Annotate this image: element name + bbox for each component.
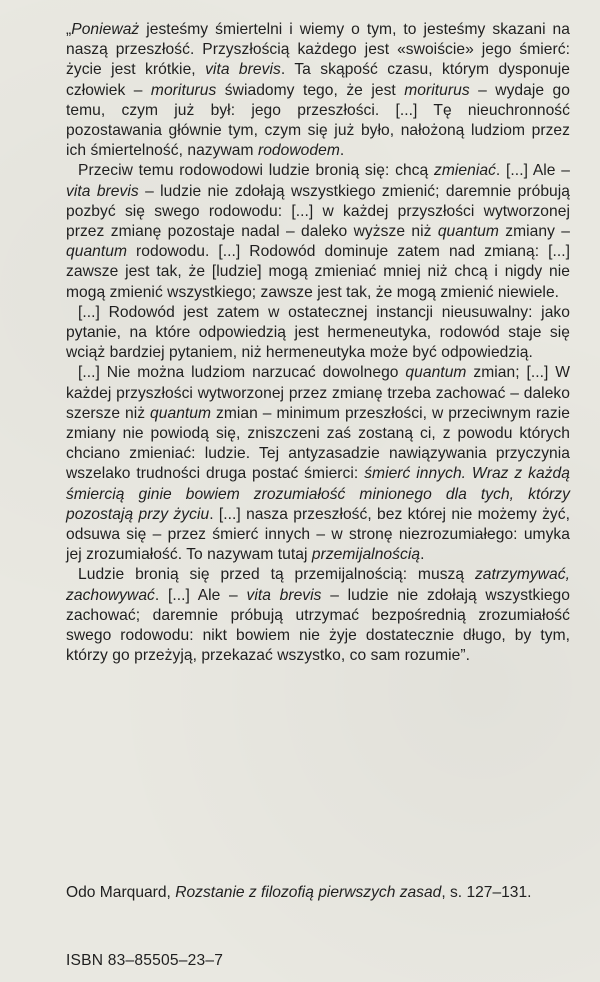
italic-text-run: quantum — [405, 364, 467, 382]
citation-author: Odo Marquard, — [66, 884, 171, 901]
text-run: . [...] Ale – — [154, 586, 247, 604]
text-run: . [...] Ale – — [495, 162, 570, 180]
text-run: . Ta skąpość czasu, którym dysponuje człowiek – — [66, 61, 570, 99]
italic-text-run: zatrzymywać, zachowywać — [66, 566, 570, 604]
text-run: zmian; [...] W każdej przyszłości wytworzonej przez zmianę trzeba zachować – daleko szersze niż — [66, 364, 571, 422]
italic-text-run: moriturus — [404, 81, 470, 99]
text-run: [...] Nie można ludziom narzucać dowolnego — [78, 364, 406, 382]
text-run: – ludzie nie zdołają wszystkiego zmienić; daremnie próbują pozbyć się swego rodowodu: [...] w każdej przyszłości wytworzonej przez zmianę pozostaje nadal – daleko wyższe niż — [66, 182, 570, 241]
text-run: zmiany – — [498, 223, 570, 241]
text-run: jesteśmy śmiertelni i wiemy o tym, to jesteśmy skazani na naszą przeszłość. Przyszłością każdego jest «swoiście» jego śmierć: życie jest krótkie, — [66, 21, 570, 79]
quote-paragraph-5 — [66, 565, 570, 666]
text-run: zmian – minimum przeszłości, w przeciwnym razie zmiany nie powiodą się, zniszczeni zaś zostaną ci, z powodu których chciano zmieniać: ludzie. Tej antyzasadzie nawiązywania przyczynia wszelako trudności druga postać śmierci: — [66, 404, 570, 483]
italic-text-run: quantum — [66, 243, 128, 261]
text-run: [...] Rodowód jest zatem w ostatecznej instancji nieusuwalny: jako pytanie, na które odpowiedzią jest hermeneutyka, rodowód staje się wciąż bardziej pytaniem, niż hermeneutyka może być odpowiedzią. — [66, 303, 570, 362]
text-run: . — [339, 142, 345, 160]
italic-text-run: rodowodem — [257, 142, 340, 160]
italic-text-run: zmieniać — [433, 162, 496, 180]
text-run: „ — [66, 21, 72, 38]
text-run: – ludzie nie zdołają wszystkiego zachować; daremnie próbują utrzymać bezpośrednią zrozumiałość swego rodowodu: nikt bowiem nie żyje dostatecznie długo, by tym, którzy go przeżyją, przekazać wszystko, co sam rozumie”. — [66, 586, 571, 665]
italic-text-run: przemijalnością — [311, 546, 421, 564]
citation — [66, 883, 570, 903]
text-run: rodowodu. [...] Rodowód dominuje zatem nad zmianą: [...] zawsze jest tak, że [ludzie] mogą zmieniać mniej niż chcą i nigdy nie mogą zmienić wszystkiego; zawsze jest tak, że mogą zmienić niewiele. — [66, 243, 570, 301]
text-run: Ludzie bronią się przed tą przemijalnością: muszą — [78, 566, 475, 584]
italic-text-run: Ponieważ — [71, 21, 140, 38]
italic-text-run: śmierć innych. Wraz z każdą śmiercią ginie bowiem zrozumiałość minionego dla tych, którzy pozostają przy życiu — [66, 465, 570, 523]
text-run: Przeciw temu rodowodowi ludzie bronią się: chcą — [78, 162, 434, 180]
italic-text-run: moriturus — [150, 81, 217, 99]
text-run: . — [420, 546, 425, 564]
italic-text-run: vita brevis — [205, 61, 281, 79]
quote-paragraph-1 — [66, 20, 570, 161]
quote-block — [66, 20, 570, 667]
quote-paragraph-4 — [66, 363, 570, 565]
citation-pages: , s. 127–131. — [441, 884, 532, 901]
italic-text-run: quantum — [150, 404, 212, 422]
text-run: – wydaje go temu, czym już był: jego przeszłości. [...] Tę nieuchronność pozostawania głównie tym, czym się już było, nałożoną ludziom przez ich śmiertelność, nazywam — [66, 81, 570, 160]
text-run: . [...] nasza przeszłość, bez której nie możemy żyć, odsuwa się – przez śmierć innych – w stronę niezrozumiałego: umyka jej zrozumiałość. To nazywam tutaj — [66, 505, 570, 564]
quote-paragraph-3 — [66, 303, 570, 364]
citation-work-title: Rozstanie z filozofią pierwszych zasad — [175, 884, 442, 901]
quote-paragraph-2 — [66, 161, 570, 302]
text-run: świadomy tego, że jest — [216, 81, 405, 99]
italic-text-run: vita brevis — [246, 586, 322, 604]
italic-text-run: vita brevis — [66, 182, 139, 200]
isbn-number: ISBN 83–85505–23–7 — [66, 952, 224, 969]
italic-text-run: quantum — [437, 223, 499, 241]
